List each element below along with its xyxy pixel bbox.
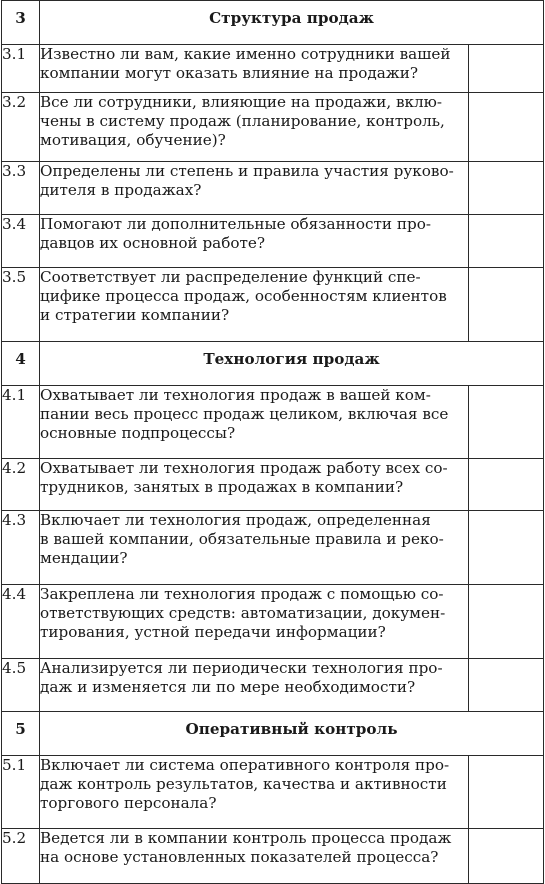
- answer-cell[interactable]: [469, 511, 544, 585]
- question-number: 3.1: [2, 45, 40, 93]
- question-line: ответствующих средств: автоматизации, докумен-: [40, 604, 446, 622]
- question-text: [40, 659, 469, 712]
- question-number: 3.3: [2, 162, 40, 215]
- section-header-row: [2, 1, 544, 45]
- question-text: [40, 756, 469, 829]
- section-title: Оперативный контроль: [40, 712, 544, 756]
- question-line: Охватывает ли технология продаж в вашей ком-: [40, 386, 431, 404]
- section-number: 5: [2, 712, 40, 756]
- question-line: трудников, занятых в продажах в компании?: [40, 478, 404, 496]
- question-line: Охватывает ли технология продаж работу всех со-: [40, 459, 448, 477]
- answer-cell[interactable]: [469, 756, 544, 829]
- question-number: 4.1: [2, 386, 40, 459]
- answer-cell[interactable]: [469, 268, 544, 342]
- questionnaire-table: [1, 0, 544, 884]
- question-line: даж контроль результатов, качества и активности: [40, 775, 447, 793]
- question-number: 4.2: [2, 459, 40, 511]
- question-number: 5.1: [2, 756, 40, 829]
- answer-cell[interactable]: [469, 93, 544, 162]
- question-row: [2, 659, 544, 712]
- question-line: давцов их основной работе?: [40, 234, 266, 252]
- section-header-row: [2, 712, 544, 756]
- question-line: торгового персонала?: [40, 794, 217, 812]
- section-title: Технология продаж: [40, 342, 544, 386]
- question-line: пании весь процесс продаж целиком, включая все: [40, 405, 449, 423]
- question-number: 4.4: [2, 585, 40, 659]
- question-line: Включает ли система оперативного контроля про-: [40, 756, 450, 774]
- question-line: Известно ли вам, какие именно сотрудники вашей: [40, 45, 451, 63]
- question-text: [40, 459, 469, 511]
- answer-cell[interactable]: [469, 829, 544, 884]
- question-text: [40, 215, 469, 268]
- question-text: [40, 268, 469, 342]
- question-text: [40, 162, 469, 215]
- question-text: [40, 511, 469, 585]
- answer-cell[interactable]: [469, 215, 544, 268]
- section-header-row: [2, 342, 544, 386]
- question-line: даж и изменяется ли по мере необходимости?: [40, 678, 416, 696]
- question-line: Помогают ли дополнительные обязанности про-: [40, 215, 431, 233]
- question-line: Все ли сотрудники, влияющие на продажи, вклю-: [40, 93, 443, 111]
- answer-cell[interactable]: [469, 585, 544, 659]
- question-row: [2, 386, 544, 459]
- question-number: 5.2: [2, 829, 40, 884]
- section-number: 3: [2, 1, 40, 45]
- question-line: Закреплена ли технология продаж с помощью со-: [40, 585, 444, 603]
- question-line: мендации?: [40, 549, 128, 567]
- question-row: [2, 215, 544, 268]
- question-line: и стратегии компании?: [40, 306, 230, 324]
- question-line: Соответствует ли распределение функций спе-: [40, 268, 421, 286]
- question-number: 4.5: [2, 659, 40, 712]
- question-text: [40, 829, 469, 884]
- answer-cell[interactable]: [469, 45, 544, 93]
- question-row: [2, 511, 544, 585]
- question-row: [2, 268, 544, 342]
- question-line: основные подпроцессы?: [40, 424, 236, 442]
- section-title: Структура продаж: [40, 1, 544, 45]
- answer-cell[interactable]: [469, 162, 544, 215]
- question-text: [40, 386, 469, 459]
- question-line: Включает ли технология продаж, определенная: [40, 511, 431, 529]
- question-line: дителя в продажах?: [40, 181, 202, 199]
- question-number: 4.3: [2, 511, 40, 585]
- question-line: чены в систему продаж (планирование, контроль,: [40, 112, 445, 130]
- question-row: [2, 45, 544, 93]
- answer-cell[interactable]: [469, 659, 544, 712]
- question-number: 3.4: [2, 215, 40, 268]
- question-row: [2, 585, 544, 659]
- question-number: 3.2: [2, 93, 40, 162]
- question-row: [2, 162, 544, 215]
- question-line: мотивация, обучение)?: [40, 131, 226, 149]
- question-line: цифике процесса продаж, особенностям клиентов: [40, 287, 447, 305]
- answer-cell[interactable]: [469, 459, 544, 511]
- question-line: Определены ли степень и правила участия руково-: [40, 162, 454, 180]
- question-text: [40, 93, 469, 162]
- question-row: [2, 459, 544, 511]
- section-number: 4: [2, 342, 40, 386]
- question-line: тирования, устной передачи информации?: [40, 623, 386, 641]
- question-row: [2, 756, 544, 829]
- question-number: 3.5: [2, 268, 40, 342]
- question-row: [2, 93, 544, 162]
- question-line: Ведется ли в компании контроль процесса продаж: [40, 829, 452, 847]
- question-line: в вашей компании, обязательные правила и реко-: [40, 530, 444, 548]
- question-line: на основе установленных показателей процесса?: [40, 848, 439, 866]
- question-text: [40, 45, 469, 93]
- question-row: [2, 829, 544, 884]
- question-line: компании могут оказать влияние на продажи?: [40, 64, 419, 82]
- question-line: Анализируется ли периодически технология про-: [40, 659, 443, 677]
- answer-cell[interactable]: [469, 386, 544, 459]
- question-text: [40, 585, 469, 659]
